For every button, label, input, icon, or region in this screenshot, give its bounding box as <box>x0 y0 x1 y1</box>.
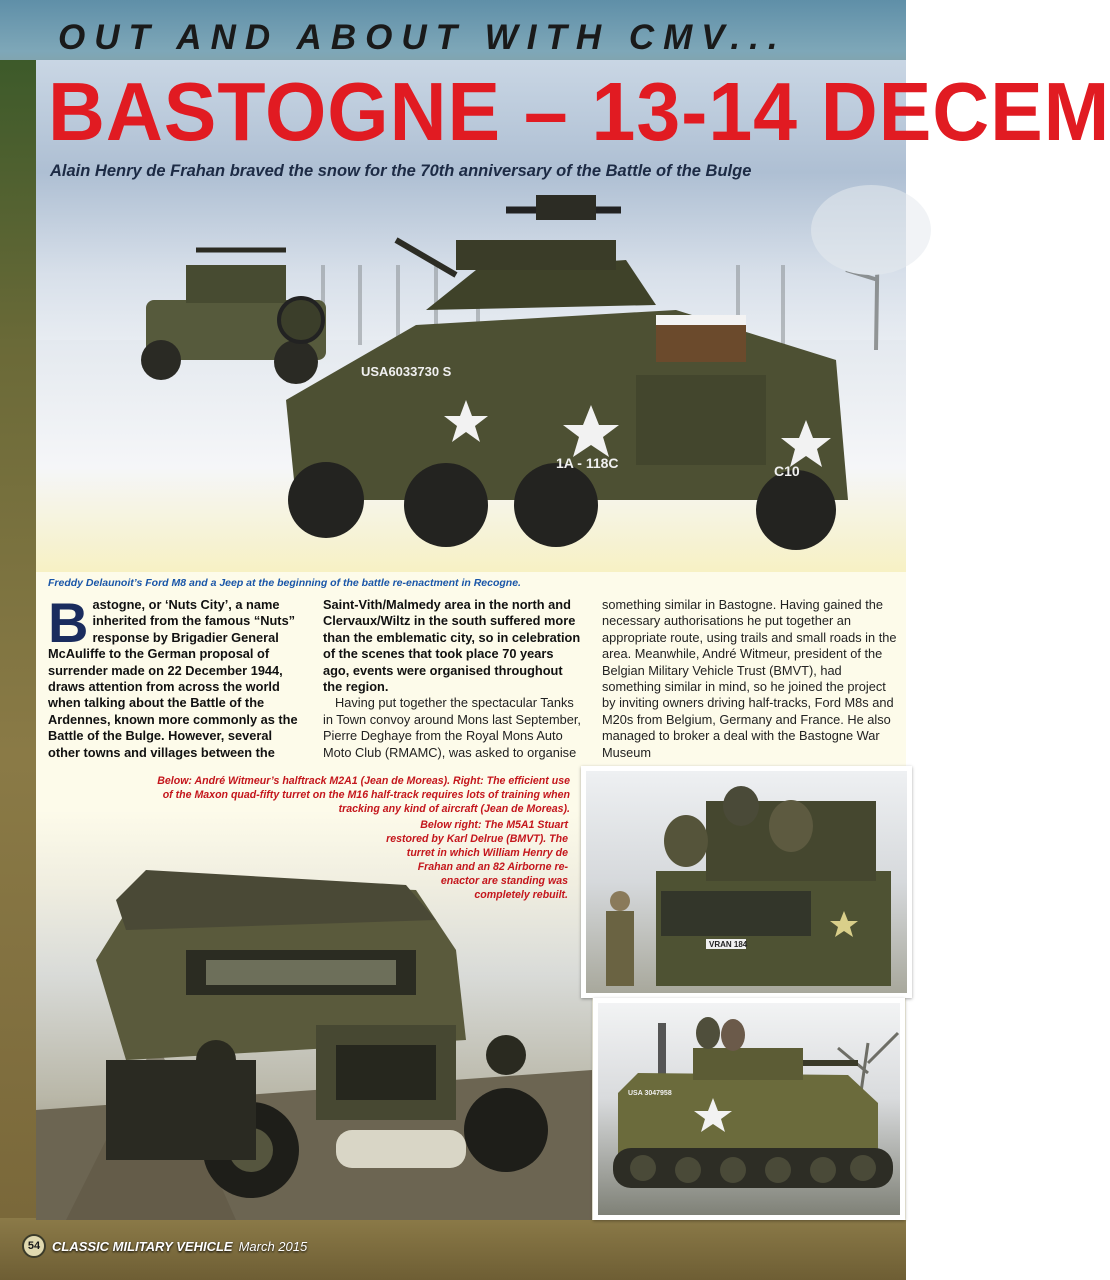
m8-bumper-marking: C10 <box>774 463 800 479</box>
m16-plate: VRAN 184 <box>709 940 748 949</box>
page-number: 54 <box>22 1234 46 1258</box>
stuart-caption: Below right: The M5A1 Stuart restored by Karl Delrue (BMVT). The turret in which William Henry de Frahan and an 82 Airborne re-enactor are standing was completely rebuilt. <box>386 819 568 901</box>
headline: BASTOGNE – 13-14 DECEM <box>48 65 1110 158</box>
article-panel <box>36 60 1110 1220</box>
hero-caption: Freddy Delaunoit’s Ford M8 and a Jeep at the beginning of the battle re-enactment in Recogne. <box>48 577 521 589</box>
standfirst: Alain Henry de Frahan braved the snow for the 70th anniversary of the Battle of the Bulge <box>50 162 752 180</box>
magazine-title: CLASSIC MILITARY VEHICLE <box>52 1238 233 1254</box>
left-border-grass <box>0 60 38 1220</box>
m5a1-stuart-photo <box>593 998 905 1220</box>
dropcap: B <box>48 591 89 654</box>
stuart-marking: USA 3047958 <box>628 1090 672 1097</box>
intro-paragraph-continued: Saint-Vith/Malmedy area in the north and Clervaux/Wiltz in the south suffered more than the emblematic city, so in celebration of the scenes that took place 70 years ago, events were organised throughout the region. <box>323 597 581 695</box>
section-kicker: OUT AND ABOUT WITH CMV... <box>58 18 787 57</box>
hero-photo <box>36 60 1110 572</box>
m8-unit-marking: 1A - 118C <box>556 455 619 471</box>
body-paragraph: Having put together the spectacular Tanks in Town convoy around Mons last September, Pierre Deghaye from the Royal Mons Auto Moto Club (RMAMC), was asked to organise <box>323 695 581 760</box>
halftrack-caption: Below: André Witmeur’s halftrack M2A1 (Jean de Moreas). Right: The efficient use of the Maxon quad-fifty turret on the M16 half-track requires lots of training when tracking any kind of aircraft (Jean de Moreas). <box>157 775 570 815</box>
body-paragraph-continued: something similar in Bastogne. Having gained the necessary authorisations he put together an appropriate route, using trails and small roads in the area. Meanwhile, André Witmeur, president of the Belgian Military Vehicle Trust (BMVT), had something similar in mind, so he joined the project by inviting owners driving half-tracks, Ford M8s and M20s from Belgium, Germany and France. He also managed to broker a deal with the Bastogne War Museum <box>602 597 897 760</box>
m16-halftrack-photo <box>581 766 912 998</box>
column-2 <box>323 597 581 761</box>
column-3 <box>602 597 898 761</box>
page-footer <box>22 1234 307 1258</box>
snowy-tree <box>811 185 931 350</box>
jeep <box>141 250 326 384</box>
m8-serial: USA6033730 S <box>361 364 452 379</box>
issue-date: March 2015 <box>238 1238 308 1254</box>
column-1 <box>48 591 306 761</box>
intro-paragraph: astogne, or ‘Nuts City’, a name inherited from the famous “Nuts” response by Brigadier General McAuliffe to the German proposal of surrender made on 22 December 1944, draws attention from across the world when talking about the Battle of the Ardennes, known more commonly as the Battle of the Bulge. However, several other towns and villages between the <box>48 597 298 760</box>
